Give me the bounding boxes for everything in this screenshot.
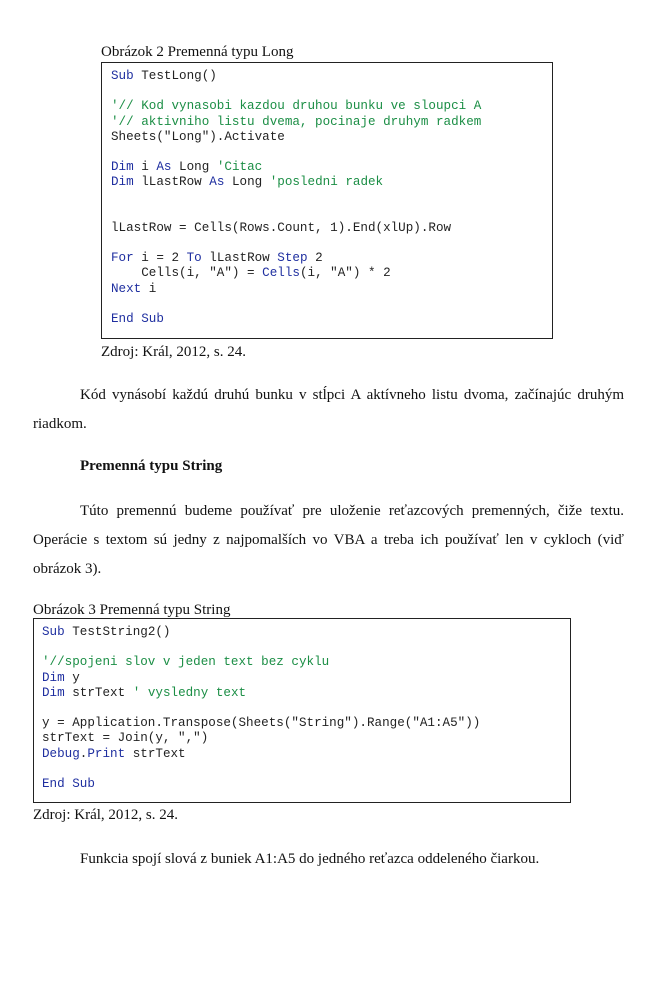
paragraph-string-intro: Túto premennú budeme používať pre uloženie reťazcových premenných, čiže textu. Operácie s textom sú jedny z najpomalších vo VBA a treba ich používať len v cykloch (viď obrázok 3). bbox=[33, 503, 624, 577]
code-token: End Sub bbox=[111, 312, 164, 326]
code-token: . bbox=[79, 746, 88, 761]
code-line bbox=[42, 655, 570, 670]
code-token: Step bbox=[277, 251, 308, 266]
figure-3-code-box bbox=[33, 618, 571, 803]
code-line bbox=[42, 640, 570, 655]
figure-3-caption: Obrázok 3 Premenná typu String bbox=[33, 602, 231, 618]
code-token: Next bbox=[111, 281, 142, 296]
code-line bbox=[111, 191, 552, 206]
code-token: Long bbox=[171, 160, 217, 175]
figure-2-code bbox=[111, 69, 552, 327]
code-token: (i, "A") * 2 bbox=[299, 266, 391, 281]
code-line bbox=[42, 716, 570, 731]
code-line bbox=[111, 206, 552, 221]
code-token: strText bbox=[125, 746, 186, 761]
code-line bbox=[111, 266, 552, 281]
code-line bbox=[111, 69, 552, 84]
code-line bbox=[42, 777, 570, 792]
code-token: Debug bbox=[42, 746, 80, 761]
code-line bbox=[42, 762, 570, 777]
code-line bbox=[111, 84, 552, 99]
code-token: For bbox=[111, 251, 134, 266]
code-line bbox=[111, 251, 552, 266]
figure-3-code bbox=[42, 625, 570, 792]
code-line bbox=[111, 282, 552, 297]
code-line bbox=[111, 160, 552, 175]
code-line bbox=[111, 115, 552, 130]
code-token: i bbox=[141, 281, 157, 296]
code-line bbox=[42, 625, 570, 640]
code-line bbox=[42, 731, 570, 746]
code-token: strText bbox=[64, 685, 133, 700]
section-heading-string: Premenná typu String bbox=[80, 458, 223, 474]
code-line bbox=[111, 297, 552, 312]
code-token: y bbox=[64, 670, 80, 685]
code-token: To bbox=[186, 251, 202, 266]
code-token: Dim bbox=[42, 685, 65, 700]
code-token: lLastRow bbox=[201, 251, 278, 266]
code-token: As bbox=[156, 160, 172, 175]
code-line bbox=[111, 221, 552, 236]
code-token: '// aktivniho listu dvema, pocinaje druhym radkem bbox=[111, 114, 482, 129]
code-line bbox=[111, 236, 552, 251]
code-token: 'posledni radek bbox=[269, 175, 384, 190]
code-token: '// Kod vynasobi kazdou druhou bunku ve sloupci A bbox=[111, 99, 482, 114]
code-line bbox=[42, 671, 570, 686]
code-token: Sub bbox=[42, 625, 65, 639]
code-token: Sub bbox=[111, 69, 134, 83]
code-token: Dim bbox=[111, 160, 134, 175]
code-token: lLastRow = Cells(Rows.Count, 1).End(xlUp).Row bbox=[111, 220, 452, 235]
code-token: strText = Join(y, ",") bbox=[42, 731, 209, 746]
code-token: i bbox=[133, 160, 157, 175]
code-token: 2 bbox=[307, 251, 323, 266]
code-token: Sheets("Long").Activate bbox=[111, 129, 285, 144]
code-line bbox=[111, 175, 552, 190]
code-token: Print bbox=[87, 746, 126, 761]
paragraph-code-description: Kód vynásobí každú druhú bunku v stĺpci A aktívneho listu dvoma, začínajúc druhým riadkom. bbox=[33, 387, 624, 432]
code-token: Cells(i, "A") = bbox=[111, 266, 263, 281]
code-token: 'Citac bbox=[216, 160, 263, 175]
code-line bbox=[111, 99, 552, 114]
code-token: Dim bbox=[111, 175, 134, 190]
code-line bbox=[111, 130, 552, 145]
code-token: Cells bbox=[262, 266, 300, 281]
figure-2-source: Zdroj: Král, 2012, s. 24. bbox=[101, 344, 246, 360]
code-token: lLastRow bbox=[133, 175, 210, 190]
figure-2-caption: Obrázok 2 Premenná typu Long bbox=[101, 44, 294, 60]
code-token: Dim bbox=[42, 670, 65, 685]
code-token: i = 2 bbox=[133, 251, 187, 266]
code-line bbox=[42, 686, 570, 701]
code-line bbox=[42, 701, 570, 716]
code-line bbox=[111, 312, 552, 327]
code-token: Long bbox=[224, 175, 270, 190]
figure-3-source: Zdroj: Král, 2012, s. 24. bbox=[33, 807, 178, 823]
code-token: As bbox=[209, 175, 225, 190]
code-token: TestString2() bbox=[64, 625, 171, 639]
code-token: TestLong() bbox=[133, 69, 217, 83]
code-line bbox=[111, 145, 552, 160]
code-token: y = Application.Transpose(Sheets("String").Range("A1:A5")) bbox=[42, 716, 481, 731]
code-line bbox=[42, 747, 570, 762]
code-token: End Sub bbox=[42, 776, 95, 791]
paragraph-join-description: Funkcia spojí slová z buniek A1:A5 do jedného reťazca oddeleného čiarkou. bbox=[80, 851, 540, 867]
code-token: '//spojeni slov v jeden text bez cyklu bbox=[42, 655, 330, 670]
code-token: ' vysledny text bbox=[132, 685, 247, 700]
figure-2-code-box bbox=[101, 62, 553, 339]
